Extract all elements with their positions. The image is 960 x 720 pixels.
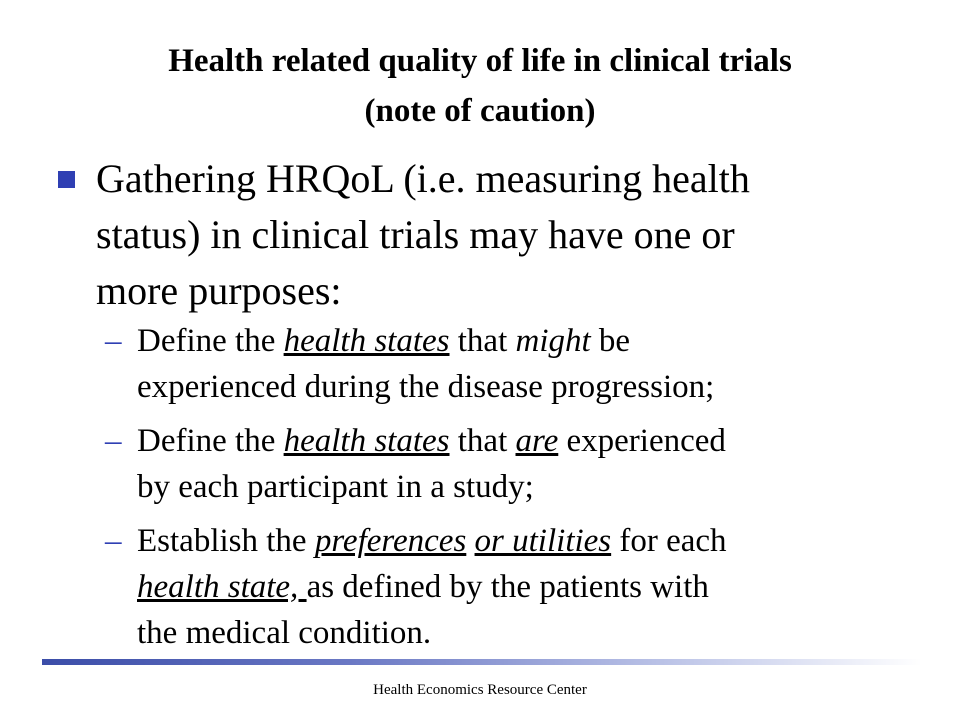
main-bullet-text <box>96 151 750 319</box>
sub-item-1-line-2: experienced during the disease progression; <box>137 369 715 405</box>
bullet-line-1: Gathering HRQoL (i.e. measuring health <box>96 156 750 201</box>
text-run: be <box>590 323 631 359</box>
sub-item-1-text <box>137 318 714 410</box>
sub-item-1-line-1 <box>137 318 714 364</box>
title-line-1: Health related quality of life in clinical trials <box>168 43 792 79</box>
square-bullet-icon <box>58 171 75 188</box>
footer-text: Health Economics Resource Center <box>373 682 587 698</box>
bullet-line-2: status) in clinical trials may have one or <box>96 212 735 257</box>
sub-item-2-line-2: by each participant in a study; <box>137 469 534 505</box>
dash-icon: – <box>105 523 122 559</box>
sub-item-3-line-2 <box>137 564 727 610</box>
sub-item-2 <box>105 418 915 510</box>
text-run: Establish the <box>137 523 315 559</box>
underlined-term: health states <box>283 423 450 459</box>
sub-item-3-line-1 <box>137 518 727 564</box>
text-run <box>466 523 474 559</box>
text-run: as defined by the patients with <box>306 569 709 605</box>
text-run: experienced <box>558 423 726 459</box>
underlined-term: are <box>515 423 559 459</box>
dash-icon: – <box>105 423 122 459</box>
bullet-line-3: more purposes: <box>96 268 342 313</box>
text-run: for each <box>611 523 727 559</box>
footer-divider <box>42 659 922 665</box>
sub-item-2-line-1 <box>137 418 726 464</box>
main-bullet <box>58 151 898 319</box>
underlined-term: health state, <box>137 569 307 605</box>
underlined-term: health states <box>283 323 450 359</box>
text-run: that <box>449 323 516 359</box>
sub-item-3 <box>105 518 915 656</box>
sub-item-3-line-3: the medical condition. <box>137 615 432 651</box>
text-run: that <box>449 423 516 459</box>
text-run: Define the <box>137 423 284 459</box>
sub-item-1 <box>105 318 915 410</box>
slide-title <box>40 36 920 136</box>
title-line-2: (note of caution) <box>364 93 596 129</box>
text-run: Define the <box>137 323 284 359</box>
underlined-term: or utilities <box>474 523 612 559</box>
sub-item-2-text <box>137 418 726 510</box>
sub-item-3-text <box>137 518 727 656</box>
underlined-term: preferences <box>314 523 467 559</box>
dash-icon: – <box>105 323 122 359</box>
italic-term: might <box>515 323 591 359</box>
